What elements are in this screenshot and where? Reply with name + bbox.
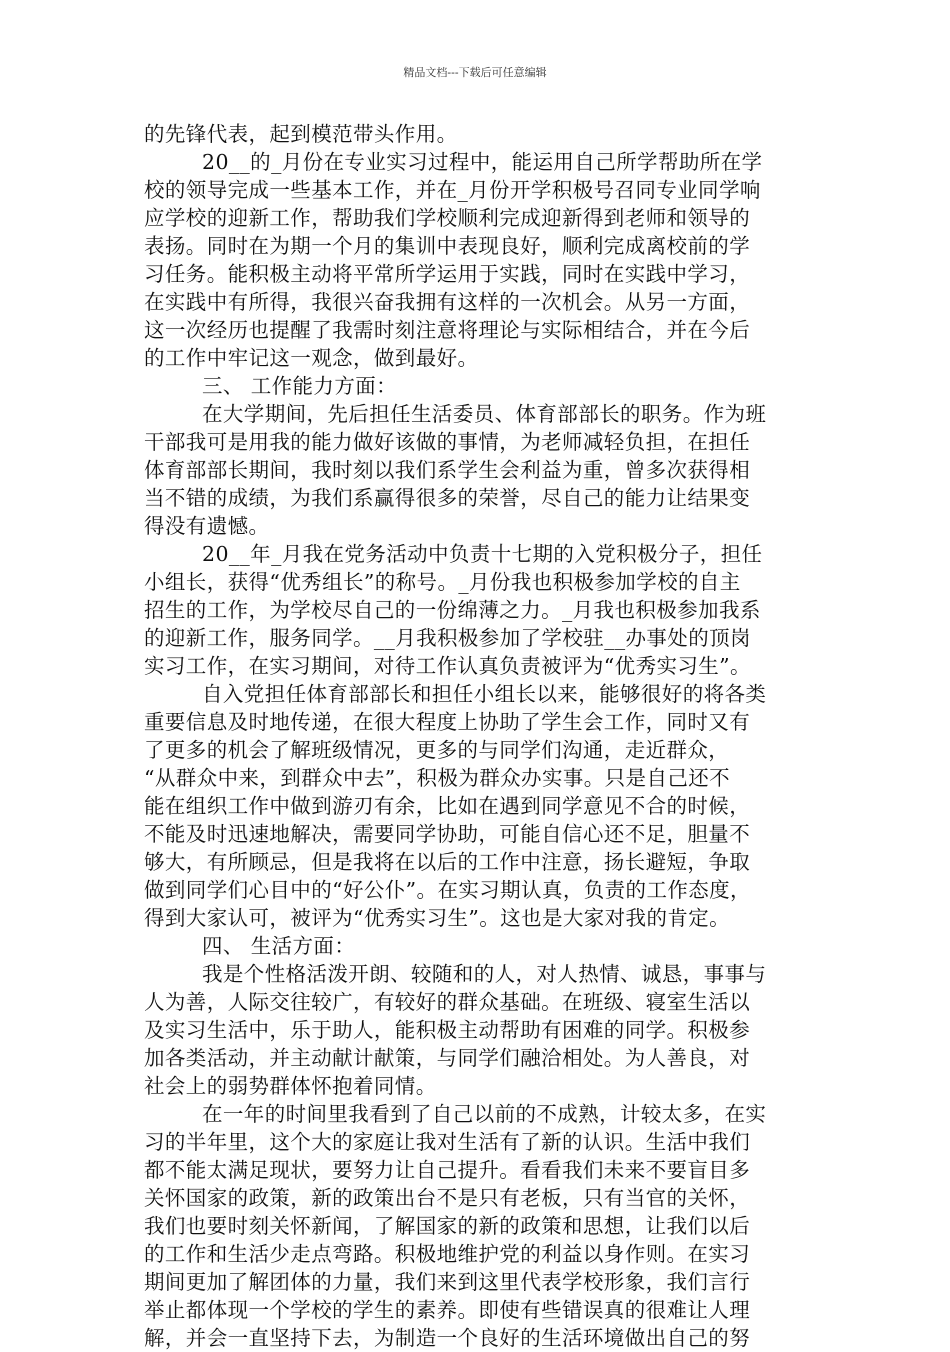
text-line: 得没有遗憾。 xyxy=(144,514,270,538)
text-line: 重要信息及时地传递，在很大程度上协助了学生会工作，同时又有 xyxy=(144,710,751,734)
text-line: 社会上的弱势群体怀抱着同情。 xyxy=(144,1074,437,1098)
text-line: 应学校的迎新工作，帮助我们学校顺利完成迎新得到老师和领导的 xyxy=(144,206,751,230)
text-line: 表扬。同时在为期一个月的集训中表现良好，顺利完成离校前的学 xyxy=(144,234,751,258)
text-line: 实习工作，在实习期间，对待工作认真负责被评为“优秀实习生”。 xyxy=(144,654,751,678)
text-line: 够大，有所顾忌，但是我将在以后的工作中注意，扬长避短，争取 xyxy=(144,850,751,874)
text-line: 的迎新工作，服务同学。__月我积极参加了学校驻__办事处的顶岗 xyxy=(144,626,751,650)
text-line: 不能及时迅速地解决，需要同学协助，可能自信心还不足，胆量不 xyxy=(144,822,751,846)
text-line: 习的半年里，这个大的家庭让我对生活有了新的认识。生活中我们 xyxy=(144,1130,751,1154)
text-line: 的先锋代表，起到模范带头作用。 xyxy=(144,122,458,146)
page-header: 精品文档---下载后可任意编辑 xyxy=(403,66,547,79)
text-line: 的工作中牢记这一观念，做到最好。 xyxy=(144,346,479,370)
text-line: 这一次经历也提醒了我需时刻注意将理论与实际相结合，并在今后 xyxy=(144,318,751,342)
text-line: 在大学期间，先后担任生活委员、体育部部长的职务。作为班 xyxy=(202,402,767,426)
text-line: 招生的工作，为学校尽自己的一份绵薄之力。_月我也积极参加我系 xyxy=(144,598,761,622)
text-line: 期间更加了解团体的力量，我们来到这里代表学校形象，我们言行 xyxy=(144,1270,751,1294)
text-line: 得到大家认可，被评为“优秀实习生”。这也是大家对我的肯定。 xyxy=(144,906,731,930)
text-line: “从群众中来，到群众中去”，积极为群众办实事。只是自己还不 xyxy=(144,766,731,790)
text-line: 及实习生活中，乐于助人，能积极主动帮助有困难的同学。积极参 xyxy=(144,1018,751,1042)
document-body xyxy=(144,120,824,1352)
text-line: 小组长，获得“优秀组长”的称号。_月份我也积极参加学校的自主 xyxy=(144,570,741,594)
text-line: 了更多的机会了解班级情况，更多的与同学们沟通，走近群众， xyxy=(144,738,730,762)
text-line: 三、 工作能力方面： xyxy=(202,374,398,398)
text-line: 四、 生活方面： xyxy=(202,934,356,958)
text-line: 我们也要时刻关怀新闻，了解国家的新的政策和思想，让我们以后 xyxy=(144,1214,751,1238)
text-line: 当不错的成绩，为我们系赢得很多的荣誉，尽自己的能力让结果变 xyxy=(144,486,751,510)
text-line: 做到同学们心目中的“好公仆”。在实习期认真，负责的工作态度， xyxy=(144,878,751,902)
text-line: 自入党担任体育部部长和担任小组长以来，能够很好的将各类 xyxy=(202,682,767,706)
text-line: 关怀国家的政策，新的政策出台不是只有老板，只有当官的关怀， xyxy=(144,1186,751,1210)
text-line: 都不能太满足现状，要努力让自己提升。看看我们未来不要盲目多 xyxy=(144,1158,751,1182)
text-line: 校的领导完成一些基本工作，并在_月份开学积极号召同专业同学响 xyxy=(144,178,761,202)
text-line: 20__年_月我在党务活动中负责十七期的入党积极分子，担任 xyxy=(202,542,763,566)
text-line: 加各类活动，并主动献计献策，与同学们融洽相处。为人善良，对 xyxy=(144,1046,751,1070)
text-line: 干部我可是用我的能力做好该做的事情，为老师减轻负担，在担任 xyxy=(144,430,751,454)
text-line: 在一年的时间里我看到了自己以前的不成熟，计较太多，在实 xyxy=(202,1102,767,1126)
text-line: 能在组织工作中做到游刃有余，比如在遇到同学意见不合的时候， xyxy=(144,794,751,818)
text-line: 20__的_月份在专业实习过程中，能运用自己所学帮助所在学 xyxy=(202,150,763,174)
text-line: 在实践中有所得，我很兴奋我拥有这样的一次机会。从另一方面， xyxy=(144,290,751,314)
text-line: 人为善，人际交往较广，有较好的群众基础。在班级、寝室生活以 xyxy=(144,990,751,1014)
text-line: 体育部部长期间，我时刻以我们系学生会利益为重，曾多次获得相 xyxy=(144,458,751,482)
text-line: 解，并会一直坚持下去，为制造一个良好的生活环境做出自己的努 xyxy=(144,1326,751,1350)
text-line: 习任务。能积极主动将平常所学运用于实践，同时在实践中学习， xyxy=(144,262,751,286)
text-line: 的工作和生活少走点弯路。积极地维护党的利益以身作则。在实习 xyxy=(144,1242,751,1266)
text-line: 我是个性格活泼开朗、较随和的人，对人热情、诚恳，事事与 xyxy=(202,962,767,986)
text-line: 举止都体现一个学校的学生的素养。即使有些错误真的很难让人理 xyxy=(144,1298,751,1322)
